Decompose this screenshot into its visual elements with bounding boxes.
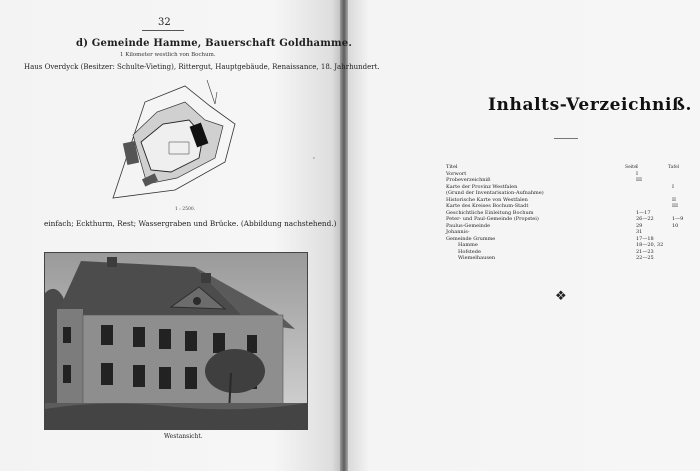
toc-column-page-header: Seite <box>625 165 637 170</box>
toc-entry-label: Vorwort <box>446 170 467 177</box>
toc-entry-page: I <box>636 164 638 170</box>
toc-entry-label: Wiemelhausen <box>458 255 496 261</box>
site-plan-drawing <box>105 80 245 200</box>
toc-entry-label: (Grund der Inventarisation-Aufnahme) <box>446 190 544 196</box>
toc-entry-label: Geschichtliche Einleitung Bochum <box>446 209 534 216</box>
toc-entry-page: I <box>636 170 638 177</box>
toc-entry-label: Probeverzeichniß <box>446 177 491 183</box>
toc-entry-plate: I <box>672 183 674 190</box>
toc-entry-plate: 1—9 <box>672 216 684 222</box>
toc-entry-label: Johannis- <box>446 229 470 235</box>
toc-entry-label: Hamme <box>458 242 478 248</box>
page-number: 32 <box>158 17 171 28</box>
toc-title-rule <box>554 138 578 139</box>
toc-entry-page: 21—23 <box>636 248 654 255</box>
edge-mark: c <box>313 155 316 160</box>
toc-entry-plate: II <box>672 196 676 203</box>
toc-entry-page: 31 <box>636 229 643 235</box>
toc-entry-label: Historische Karte von Westfalen <box>446 196 528 203</box>
toc-entry-plate: 10 <box>672 222 679 229</box>
toc-entry-label: Hofstede <box>458 248 481 255</box>
toc-entry-label: Karte des Kreises Bochum-Stadt <box>446 203 529 209</box>
toc-entry-page: III <box>636 177 642 183</box>
toc-entry-label: Karte der Provinz Westfalen <box>446 183 518 190</box>
toc-entry-page: 29 <box>636 222 643 229</box>
toc-entry-page: 18—20, 32 <box>636 242 664 248</box>
entry-line: Haus Overdyck (Besitzer: Schulte-Vieting), Rittergut, Hauptgebäude, Renaissance, 18. Jahrhundert. <box>24 63 380 71</box>
toc-entry-page: 17—18 <box>636 235 654 242</box>
toc-entry-page: 1—17 <box>636 209 651 216</box>
toc-column-plate-header: Tafel <box>668 165 680 170</box>
toc-entry-page: 26—22 <box>636 216 654 222</box>
toc-entry-label: Titel <box>446 164 458 170</box>
section-subtitle: 1 Kilometer westlich von Bochum. <box>120 52 216 58</box>
toc-entry-plate: III <box>672 203 678 209</box>
plan-scale: 1 : 2500. <box>175 207 196 212</box>
ornament-icon: ❖ <box>555 289 567 304</box>
toc-title: Inhalts-Verzeichniß. <box>488 95 693 115</box>
section-title: d) Gemeinde Hamme, Bauerschaft Goldhamme. <box>76 38 353 49</box>
building-description: einfach; Eckthurm, Rest; Wassergraben und Brücke. (Abbildung nachstehend.) <box>44 219 337 228</box>
toc-entry-page: 22—25 <box>636 255 654 261</box>
toc-entry-label: Gemeinde Grumme <box>446 235 496 242</box>
page-number-rule <box>142 30 184 31</box>
toc-entry-label: Paulus-Gemeinde <box>446 222 491 229</box>
toc-entry-label: Peter- und Paul-Gemeinde (Propstei) <box>446 216 539 222</box>
building-photograph <box>44 252 308 430</box>
photo-caption: Westansicht. <box>164 433 203 440</box>
